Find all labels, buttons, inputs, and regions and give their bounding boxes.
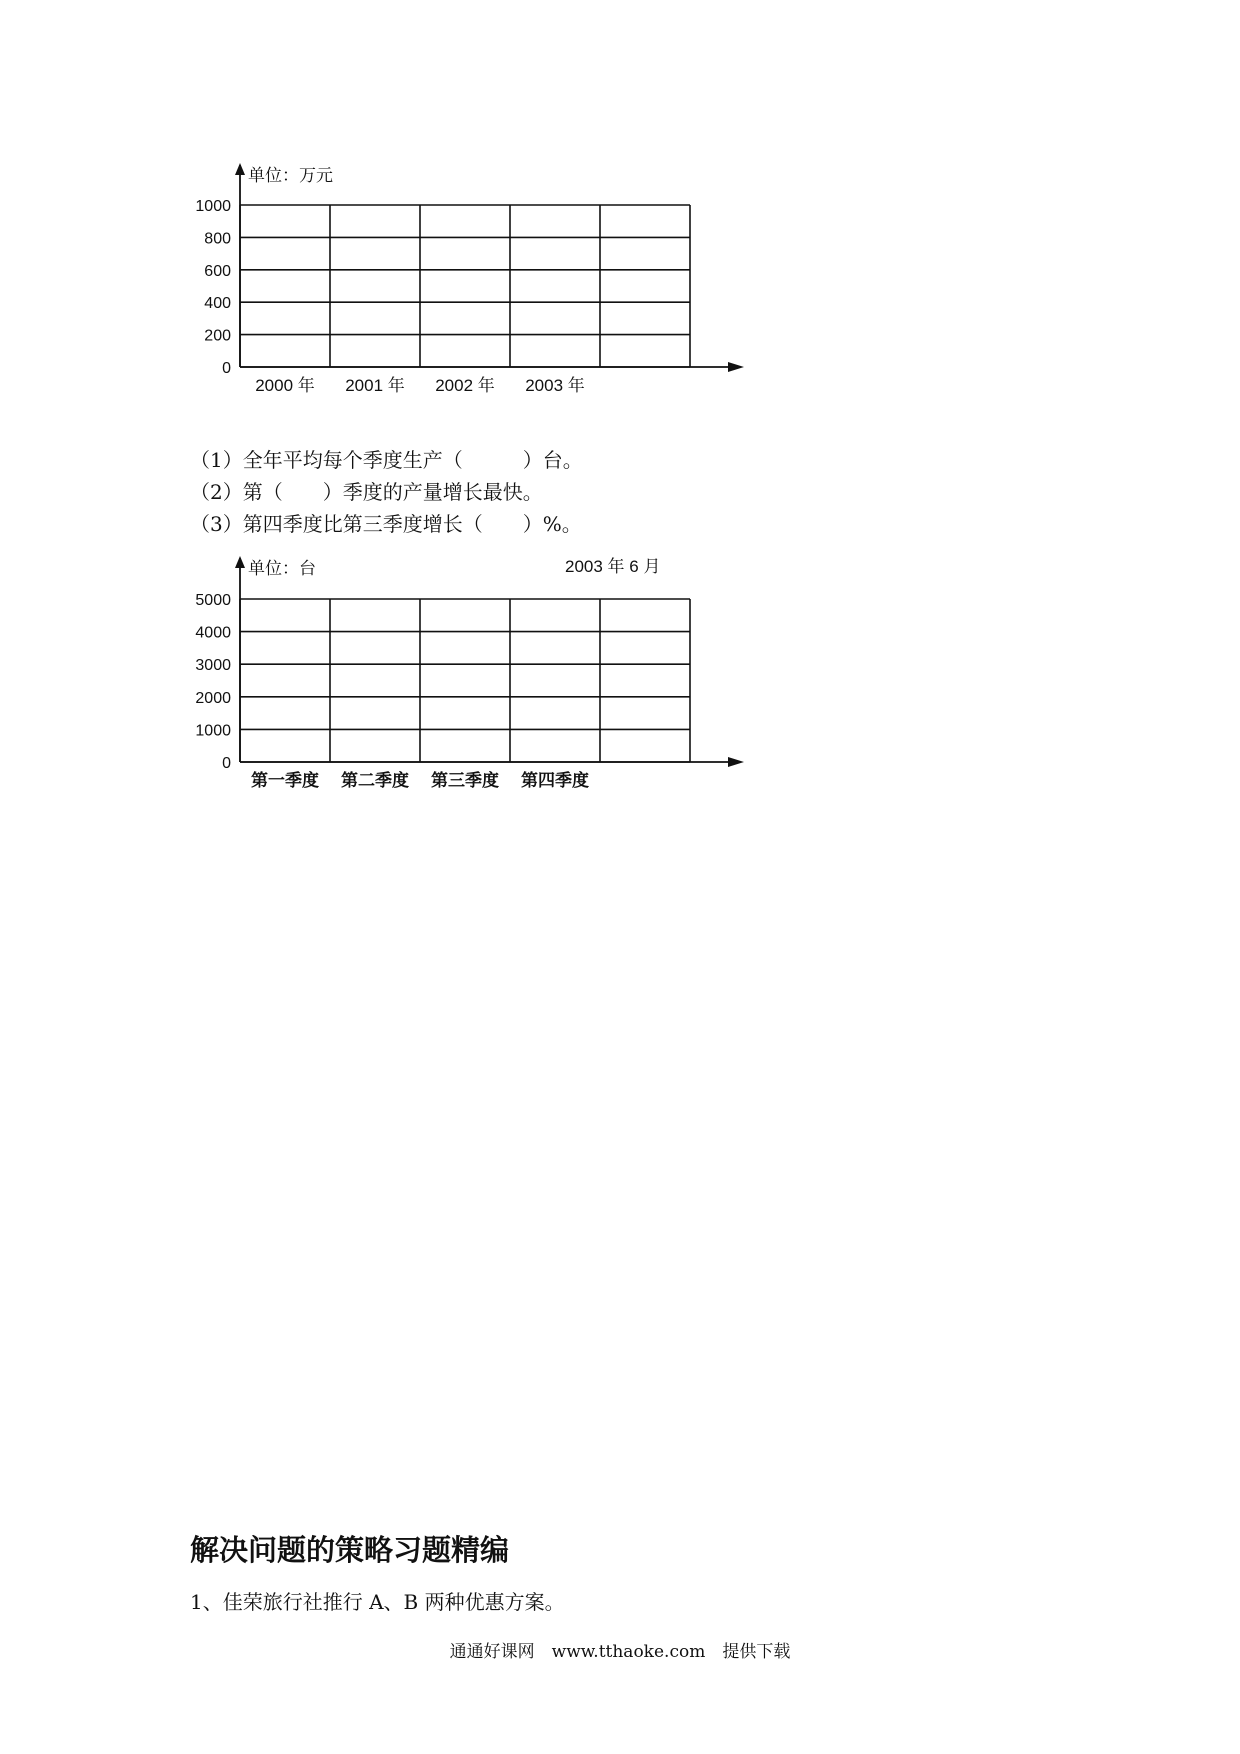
page-footer: 通通好课网 www.tthaoke.com 提供下载 <box>449 1642 791 1662</box>
y-tick-label: 800 <box>204 230 231 248</box>
y-tick-label: 5000 <box>195 592 231 609</box>
x-category-label: 第二季度 <box>341 771 409 790</box>
y-tick-label: 1000 <box>195 198 231 215</box>
y-tick-label: 4000 <box>195 624 231 642</box>
question-2: （2）第（ ）季度的产量增长最快。 <box>190 480 543 504</box>
section-heading: 解决问题的策略习题精编 <box>190 1533 510 1567</box>
y-tick-label: 600 <box>204 262 231 280</box>
x-category-label: 第一季度 <box>251 771 319 790</box>
y-tick-label: 200 <box>204 327 231 345</box>
x-category-label: 2002 年 <box>435 376 495 395</box>
question-3: （3）第四季度比第三季度增长（ ）%。 <box>190 512 582 536</box>
date-label: 2003 年 6 月 <box>565 557 661 576</box>
x-category-label: 第四季度 <box>521 771 589 790</box>
x-category-label: 第三季度 <box>431 771 499 790</box>
x-category-label: 2001 年 <box>345 376 405 395</box>
y-tick-label: 3000 <box>195 657 231 675</box>
y-tick-label: 1000 <box>195 722 231 740</box>
unit-label: 单位：台 <box>248 559 316 578</box>
y-tick-label: 2000 <box>195 689 231 707</box>
y-axis-arrow <box>235 163 245 175</box>
y-tick-label: 0 <box>222 360 231 377</box>
x-category-label: 2000 年 <box>255 376 315 395</box>
x-category-label: 2003 年 <box>525 376 585 395</box>
y-tick-label: 0 <box>222 755 231 772</box>
x-axis-arrow <box>728 757 744 767</box>
annual-value-chart <box>0 0 1240 420</box>
question-1: （1）全年平均每个季度生产（ ）台。 <box>190 448 583 472</box>
x-axis-arrow <box>728 362 744 372</box>
unit-label: 单位：万元 <box>248 166 333 185</box>
y-tick-label: 400 <box>204 295 231 313</box>
problem-1-text: 1、佳荣旅行社推行 A、B 两种优惠方案。 <box>190 1590 565 1614</box>
y-axis-arrow <box>235 556 245 568</box>
